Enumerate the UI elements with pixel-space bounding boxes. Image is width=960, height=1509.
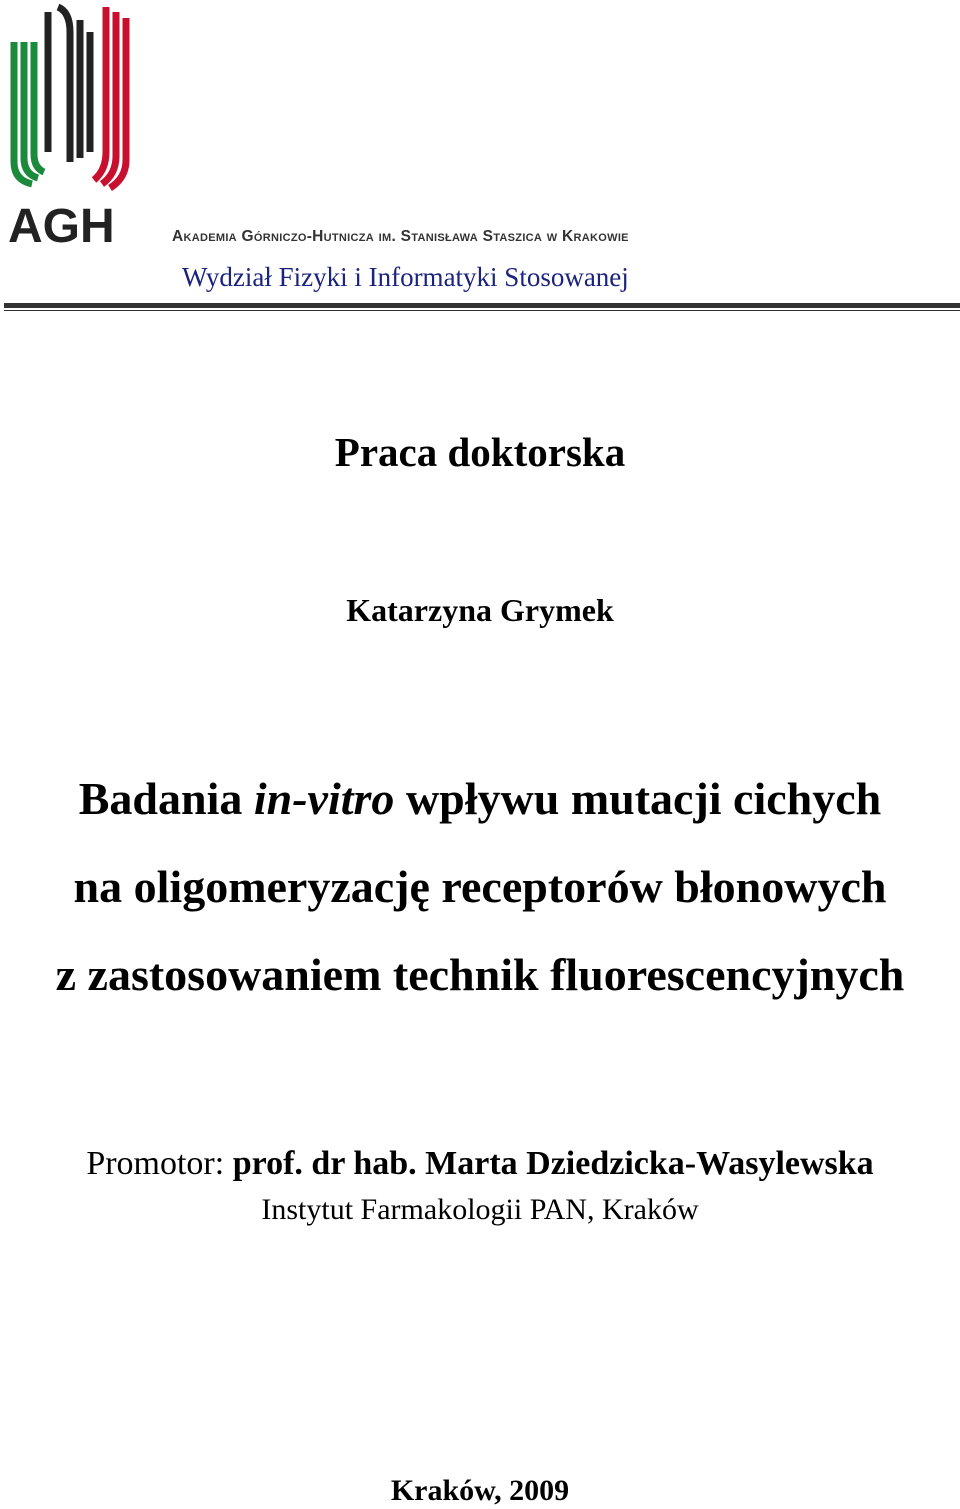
- header-rule-thick: [4, 303, 960, 308]
- promoter-label: Promotor:: [86, 1145, 233, 1182]
- promoter-institute: Instytut Farmakologii PAN, Kraków: [261, 1193, 699, 1226]
- thesis-title-line-2: na oligomeryzację receptorów błonowych: [73, 861, 887, 912]
- promoter-line: [0, 1145, 960, 1183]
- author-name: Katarzyna Grymek: [346, 592, 614, 628]
- faculty-name: Wydział Fizyki i Informatyki Stosowanej: [182, 262, 629, 292]
- agh-logo-text: AGH: [8, 200, 115, 252]
- title-line-1-italic: in-vitro: [253, 773, 395, 824]
- university-name: Akademia Górniczo-Hutnicza im. Stanisława Staszica w Krakowie: [172, 228, 629, 245]
- place-and-year: Kraków, 2009: [390, 1474, 570, 1507]
- thesis-title-line-1: [0, 772, 960, 825]
- agh-logo: [8, 2, 140, 252]
- agh-logo-emblem: [8, 2, 140, 252]
- promoter-name: prof. dr hab. Marta Dziedzicka-Wasylewska: [232, 1145, 874, 1182]
- document-type: Praca doktorska: [334, 429, 626, 475]
- title-line-1-start: Badania: [78, 773, 254, 824]
- thesis-title-line-3: z zastosowaniem technik fluorescencyjnych: [55, 949, 905, 1000]
- header-rule-thin: [4, 310, 960, 311]
- title-line-1-end: wpływu mutacji cichych: [394, 773, 882, 824]
